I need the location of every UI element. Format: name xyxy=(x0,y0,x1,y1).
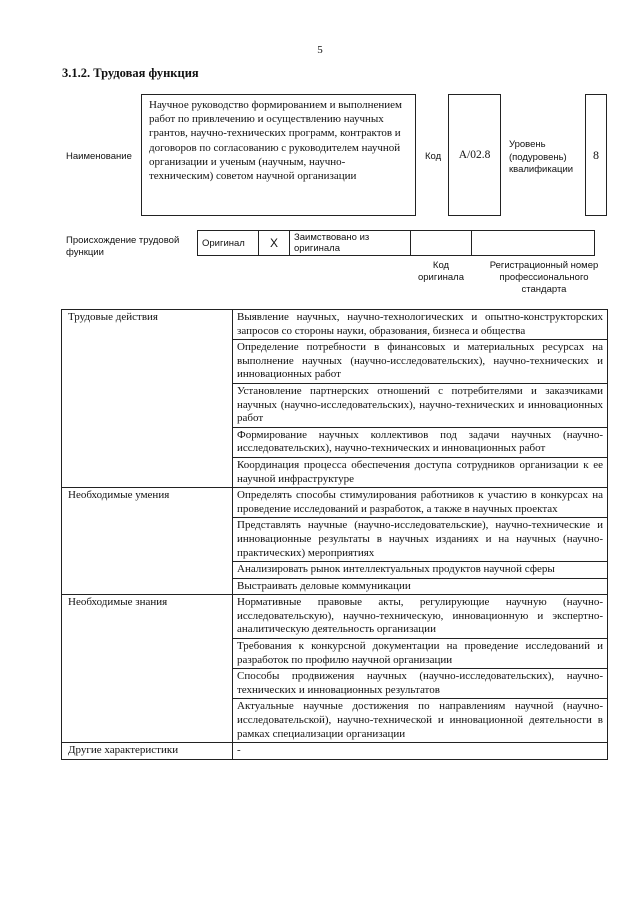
origin-label: Происхождение трудовой функции xyxy=(66,235,180,258)
item-cell: Способы продвижения научных (научно-исследовательских), научно-технических и инновационных результатов xyxy=(233,669,608,699)
function-code-value: A/02.8 xyxy=(458,149,491,161)
item-cell: Определять способы стимулирования работников к участию в конкурсах на проведение исследований и разработок, а также в научных проектах xyxy=(233,488,608,518)
original-label: Оригинал xyxy=(198,231,259,256)
table-row xyxy=(62,743,608,760)
table-row xyxy=(62,310,608,340)
item-cell: Формирование научных коллективов под задачи научных (научно-исследовательских), научно-технических и инновационных работ xyxy=(233,427,608,457)
reg-number-caption: Регистрационный номер профессионального стандарта xyxy=(489,260,599,295)
page-number: 5 xyxy=(317,44,323,56)
name-label: Наименование xyxy=(66,151,132,162)
category-cell: Трудовые действия xyxy=(62,310,233,488)
qualification-level-value: 8 xyxy=(593,147,599,162)
category-cell: Необходимые знания xyxy=(62,595,233,743)
item-cell: Координация процесса обеспечения доступа сотрудников организации к ее научной инфраструктуре xyxy=(233,457,608,487)
function-code-box xyxy=(448,94,501,216)
item-cell: Выявление научных, научно-технологических и опытно-конструкторских запросов со стороны науки, образования, бизнеса и общества xyxy=(233,310,608,340)
function-name-box: Научное руководство формированием и выполнением работ по привлечению и осуществлению научных грантов, научно-технических программ, контрактов и договоров по согласованию с руководителем научной организации и ученым (научным, научно-техническим) советом научной организации xyxy=(141,94,416,216)
original-mark: X xyxy=(259,231,290,256)
item-cell: Установление партнерских отношений с потребителями и заказчиками научных (научно-исследовательских), научно-технических и инновационных работ xyxy=(233,383,608,427)
origin-code-caption: Код оригинала xyxy=(417,260,464,283)
item-cell: Анализировать рынок интеллектуальных продуктов научной сферы xyxy=(233,562,608,579)
table-row xyxy=(62,595,608,639)
code-label: Код xyxy=(425,151,442,162)
origin-code-cell xyxy=(411,231,472,256)
origin-table xyxy=(197,230,595,256)
item-cell: Нормативные правовые акты, регулирующие научную (научно-исследовательскую), научно-техническую, инновационную и экспертно-аналитическую деятельность организации xyxy=(233,595,608,639)
qualification-level-box xyxy=(585,94,607,216)
borrowed-label: Заимствовано из оригинала xyxy=(290,231,411,256)
table-row xyxy=(62,488,608,518)
item-cell: Определение потребности в финансовых и материальных ресурсах на выполнение научных (научно-исследовательских), научно-технических и инновационных работ xyxy=(233,340,608,384)
item-cell: Актуальные научные достижения по направлениям научной (научно-исследовательской), научно-технической и инновационной деятельности в рамках специализации организации xyxy=(233,699,608,743)
item-cell: Представлять научные (научно-исследовательские), научно-технические и инновационные результаты в научных изданиях и на научных (научно-практических) мероприятиях xyxy=(233,518,608,562)
item-cell: Выстраивать деловые коммуникации xyxy=(233,578,608,595)
qualification-level-label: Уровень (подуровень) квалификации xyxy=(509,139,574,175)
reg-number-cell xyxy=(472,231,595,256)
section-heading: 3.1.2. Трудовая функция xyxy=(62,66,199,80)
item-cell: Требования к конкурсной документации на проведение исследований и разработок по профилю научной организации xyxy=(233,639,608,669)
category-cell: Необходимые умения xyxy=(62,488,233,595)
item-cell: - xyxy=(233,743,608,760)
function-details-table xyxy=(61,309,608,760)
category-cell: Другие характеристики xyxy=(62,743,233,760)
